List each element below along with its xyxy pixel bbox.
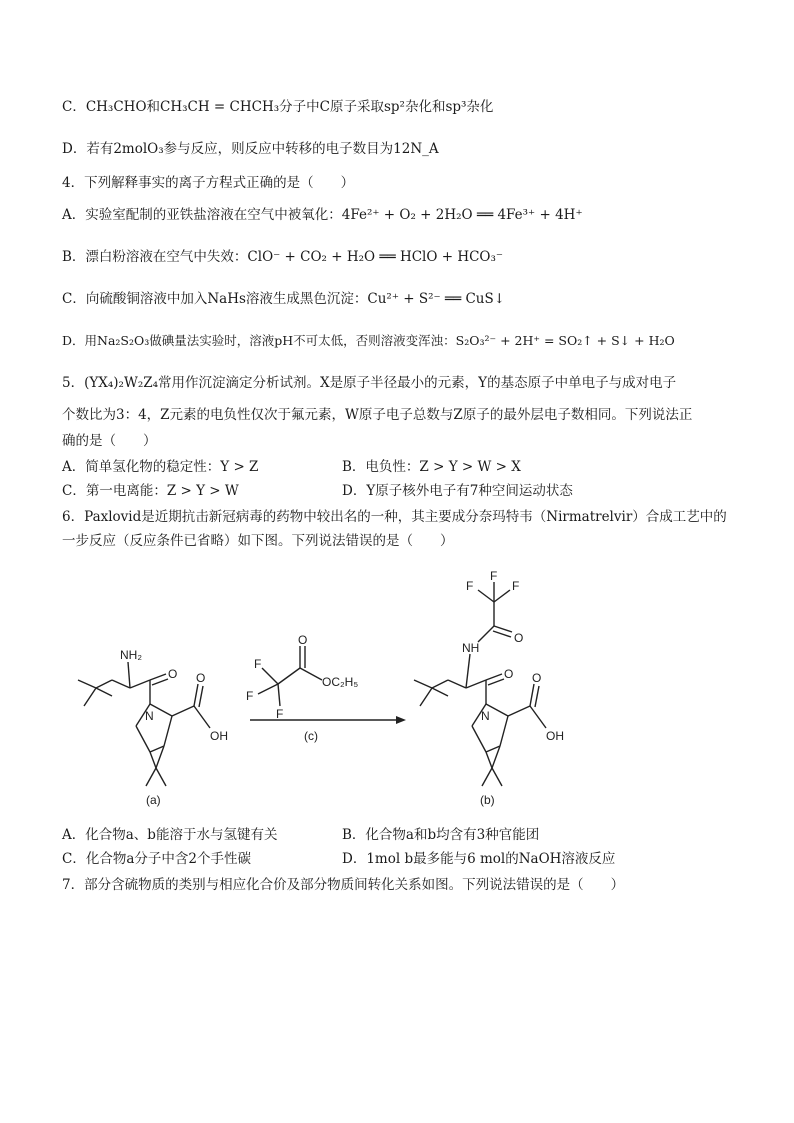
compound-b-structure xyxy=(414,582,546,786)
q5-option-d: D．Y原子核外电子有7种空间运动状态 xyxy=(342,483,573,499)
fluorine-label-b1: F xyxy=(490,569,498,583)
hydroxyl-label-a: OH xyxy=(210,729,228,743)
q4-option-a: A．实验室配制的亚铁盐溶液在空气中被氧化：4Fe²⁺ + O₂ + 2H₂O ══ 4Fe³⁺ + 4H⁺ xyxy=(62,207,583,223)
amide-o-label: O xyxy=(514,631,524,645)
fluorine-label-c3: F xyxy=(276,707,284,721)
q3-option-c: C．CH₃CHO和CH₃CH = CHCH₃分子中C原子采取sp²杂化和sp³杂化 xyxy=(62,99,494,115)
reagent-c-structure xyxy=(258,646,322,706)
q6-option-b: B．化合物a和b均含有3种官能团 xyxy=(342,827,540,843)
amine-label: NH₂ xyxy=(120,648,142,662)
q5-stem-line3: 确的是（ ） xyxy=(62,433,157,449)
q4-option-d: D．用Na₂S₂O₃做碘量法实验时，溶液pH不可太低，否则溶液变浑浊：S₂O₃²⁻ + 2H⁺ = SO₂↑ + S↓ + H₂O xyxy=(62,333,675,348)
compound-a-structure xyxy=(78,662,210,786)
compound-a-label: (a) xyxy=(146,793,161,807)
n-label-a: N xyxy=(145,709,154,723)
carbonyl-o-label-b: O xyxy=(504,667,514,681)
q4-option-c: C．向硫酸铜溶液中加入NaHs溶液生成黑色沉淀：Cu²⁺ + S²⁻ ══ CuS↓ xyxy=(62,291,506,307)
q5-stem-line1: 5．(YX₄)₂W₂Z₄常用作沉淀滴定分析试剂。X是原子半径最小的元素，Y的基态原子中单电子与成对电子 xyxy=(62,375,677,391)
q7-stem: 7．部分含硫物质的类别与相应化合价及部分物质间转化关系如图。下列说法错误的是（ ） xyxy=(62,877,625,893)
q6-stem-line1: 6．Paxlovid是近期抗击新冠病毒的药物中较出名的一种，其主要成分奈玛特韦（Nirmatrelvir）合成工艺中的 xyxy=(62,509,727,525)
q3-option-d: D．若有2molO₃参与反应，则反应中转移的电子数目为12N_A xyxy=(62,141,439,157)
ethoxy-label: OC₂H₅ xyxy=(322,675,359,689)
carbonyl-o-label-a: O xyxy=(168,667,178,681)
q6-option-a: A．化合物a、b能溶于水与氢键有关 xyxy=(62,827,278,843)
q4-option-b: B．漂白粉溶液在空气中失效：ClO⁻ + CO₂ + H₂O ══ HClO + HCO₃⁻ xyxy=(62,249,504,265)
q6-option-c: C．化合物a分子中含2个手性碳 xyxy=(62,851,251,867)
q5-option-a: A．简单氢化物的稳定性：Y > Z xyxy=(62,459,259,475)
fluorine-label-c2: F xyxy=(254,657,262,671)
reaction-arrowhead xyxy=(396,716,406,724)
reagent-c-label: (c) xyxy=(304,729,318,743)
q5-stem-line2: 个数比为3：4，Z元素的电负性仅次于氟元素，W原子电子总数与Z原子的最外层电子数相同。下列说法正 xyxy=(62,407,693,423)
acid-o-label-a: O xyxy=(196,671,206,685)
q6-option-d: D．1mol b最多能与6 mol的NaOH溶液反应 xyxy=(342,851,616,867)
q5-option-c: C．第一电离能：Z > Y > W xyxy=(62,483,239,499)
q6-stem-line2: 一步反应（反应条件已省略）如下图。下列说法错误的是（ ） xyxy=(62,533,454,549)
acid-o-label-b: O xyxy=(532,671,542,685)
reaction-scheme xyxy=(0,556,794,826)
q5-option-b: B．电负性：Z > Y > W > X xyxy=(342,459,521,475)
amide-nh-label: NH xyxy=(462,641,480,655)
hydroxyl-label-b: OH xyxy=(546,729,564,743)
q4-stem: 4．下列解释事实的离子方程式正确的是（ ） xyxy=(62,175,355,191)
ester-o-label: O xyxy=(298,633,308,647)
fluorine-label-c1: F xyxy=(246,689,254,703)
compound-b-label: (b) xyxy=(480,793,495,807)
fluorine-label-b3: F xyxy=(512,579,520,593)
n-label-b: N xyxy=(481,709,490,723)
fluorine-label-b2: F xyxy=(466,579,474,593)
